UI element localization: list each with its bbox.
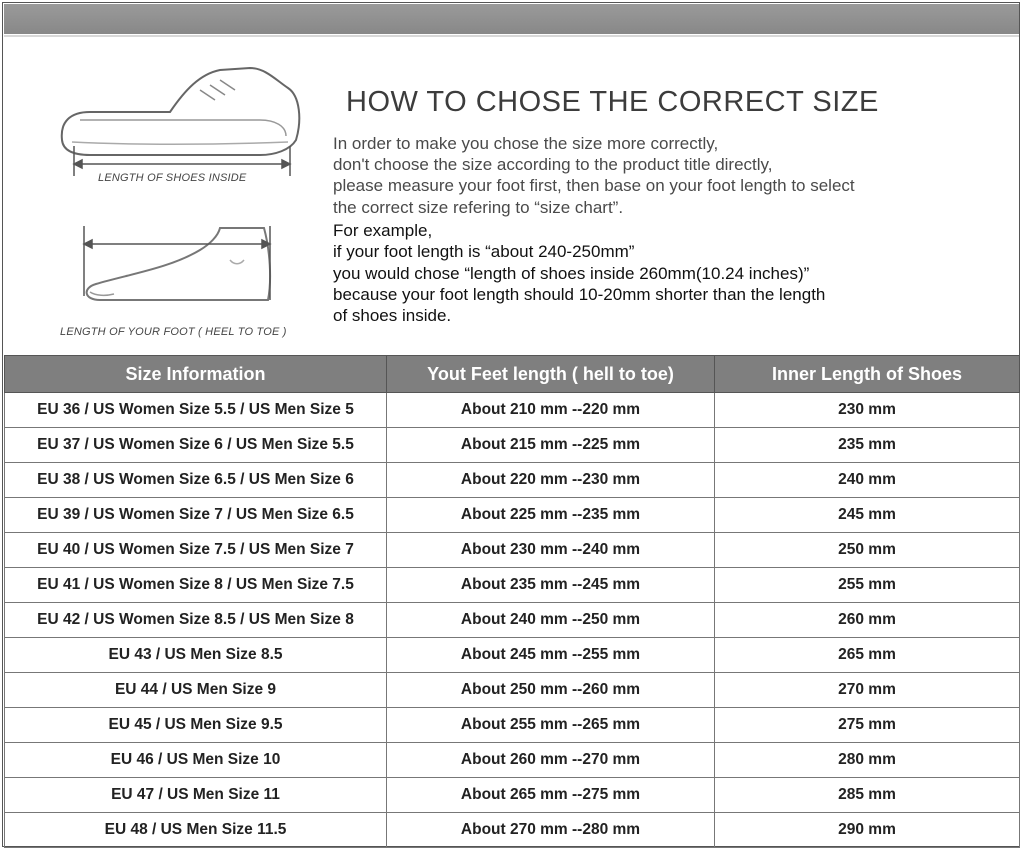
table-row [5, 603, 1020, 638]
example-line: if your foot length is “about 240-250mm” [333, 242, 635, 262]
table-row [5, 533, 1020, 568]
table-row [5, 428, 1020, 463]
example-paragraph [333, 220, 1013, 326]
inner-length-cell: 270 mm [715, 673, 1020, 708]
intro-paragraph [333, 133, 1013, 218]
intro-line: don't choose the size according to the product title directly, [333, 155, 773, 175]
feet-length-cell: About 235 mm --245 mm [387, 568, 715, 603]
inner-length-cell: 275 mm [715, 708, 1020, 743]
inner-length-cell: 235 mm [715, 428, 1020, 463]
inner-length-cell: 280 mm [715, 743, 1020, 778]
size-info-cell: EU 48 / US Men Size 11.5 [5, 813, 387, 848]
header-feet-length: Yout Feet length ( hell to toe) [387, 356, 715, 393]
example-line: because your foot length should 10-20mm shorter than the length [333, 284, 826, 304]
feet-length-cell: About 220 mm --230 mm [387, 463, 715, 498]
inner-length-cell: 255 mm [715, 568, 1020, 603]
foot-icon [87, 228, 270, 300]
example-line: For example, [333, 221, 433, 240]
inner-length-cell: 245 mm [715, 498, 1020, 533]
feet-length-cell: About 245 mm --255 mm [387, 638, 715, 673]
size-info-cell: EU 40 / US Women Size 7.5 / US Men Size 7 [5, 533, 387, 568]
inner-length-cell: 250 mm [715, 533, 1020, 568]
divider [4, 35, 1019, 37]
example-line: of shoes inside. [333, 306, 452, 326]
inner-length-cell: 260 mm [715, 603, 1020, 638]
table-row [5, 813, 1020, 848]
inner-length-cell: 290 mm [715, 813, 1020, 848]
table-row [5, 638, 1020, 673]
feet-length-cell: About 225 mm --235 mm [387, 498, 715, 533]
feet-length-cell: About 270 mm --280 mm [387, 813, 715, 848]
size-info-cell: EU 41 / US Women Size 8 / US Men Size 7.5 [5, 568, 387, 603]
size-chart-table [4, 355, 1020, 848]
table-row [5, 778, 1020, 813]
table-row [5, 708, 1020, 743]
header-inner-length: Inner Length of Shoes [715, 356, 1020, 393]
size-info-cell: EU 39 / US Women Size 7 / US Men Size 6.5 [5, 498, 387, 533]
size-info-cell: EU 38 / US Women Size 6.5 / US Men Size 6 [5, 463, 387, 498]
size-info-cell: EU 47 / US Men Size 11 [5, 778, 387, 813]
intro-line: please measure your foot first, then base on your foot length to select [333, 176, 855, 196]
inner-length-cell: 265 mm [715, 638, 1020, 673]
measurement-illustration [50, 60, 320, 350]
table-row [5, 673, 1020, 708]
intro-line: In order to make you chose the size more correctly, [333, 134, 719, 153]
table-row [5, 393, 1020, 428]
feet-length-cell: About 230 mm --240 mm [387, 533, 715, 568]
table-row [5, 463, 1020, 498]
inner-length-cell: 240 mm [715, 463, 1020, 498]
table-row [5, 743, 1020, 778]
shoe-icon [62, 68, 300, 155]
page-title: HOW TO CHOSE THE CORRECT SIZE [346, 86, 879, 118]
feet-length-cell: About 265 mm --275 mm [387, 778, 715, 813]
example-line: you would chose “length of shoes inside 260mm(10.24 inches)” [333, 263, 810, 283]
table-row [5, 498, 1020, 533]
shoe-and-foot-drawing [50, 60, 320, 350]
feet-length-cell: About 215 mm --225 mm [387, 428, 715, 463]
size-info-cell: EU 42 / US Women Size 8.5 / US Men Size 8 [5, 603, 387, 638]
size-info-cell: EU 37 / US Women Size 6 / US Men Size 5.5 [5, 428, 387, 463]
size-info-cell: EU 45 / US Men Size 9.5 [5, 708, 387, 743]
size-info-cell: EU 44 / US Men Size 9 [5, 673, 387, 708]
intro-line: the correct size refering to “size chart”. [333, 197, 624, 217]
inner-length-cell: 230 mm [715, 393, 1020, 428]
foot-length-arrow [84, 226, 270, 300]
foot-length-label: LENGTH OF YOUR FOOT ( HEEL TO TOE ) [60, 326, 287, 338]
feet-length-cell: About 255 mm --265 mm [387, 708, 715, 743]
size-info-cell: EU 43 / US Men Size 8.5 [5, 638, 387, 673]
header-size-information: Size Information [5, 356, 387, 393]
feet-length-cell: About 240 mm --250 mm [387, 603, 715, 638]
inner-length-cell: 285 mm [715, 778, 1020, 813]
size-info-cell: EU 46 / US Men Size 10 [5, 743, 387, 778]
top-banner-bar [4, 4, 1019, 34]
table-row [5, 568, 1020, 603]
feet-length-cell: About 210 mm --220 mm [387, 393, 715, 428]
feet-length-cell: About 260 mm --270 mm [387, 743, 715, 778]
table-header-row [5, 356, 1020, 393]
feet-length-cell: About 250 mm --260 mm [387, 673, 715, 708]
size-info-cell: EU 36 / US Women Size 5.5 / US Men Size 5 [5, 393, 387, 428]
shoe-length-label: LENGTH OF SHOES INSIDE [98, 172, 247, 184]
